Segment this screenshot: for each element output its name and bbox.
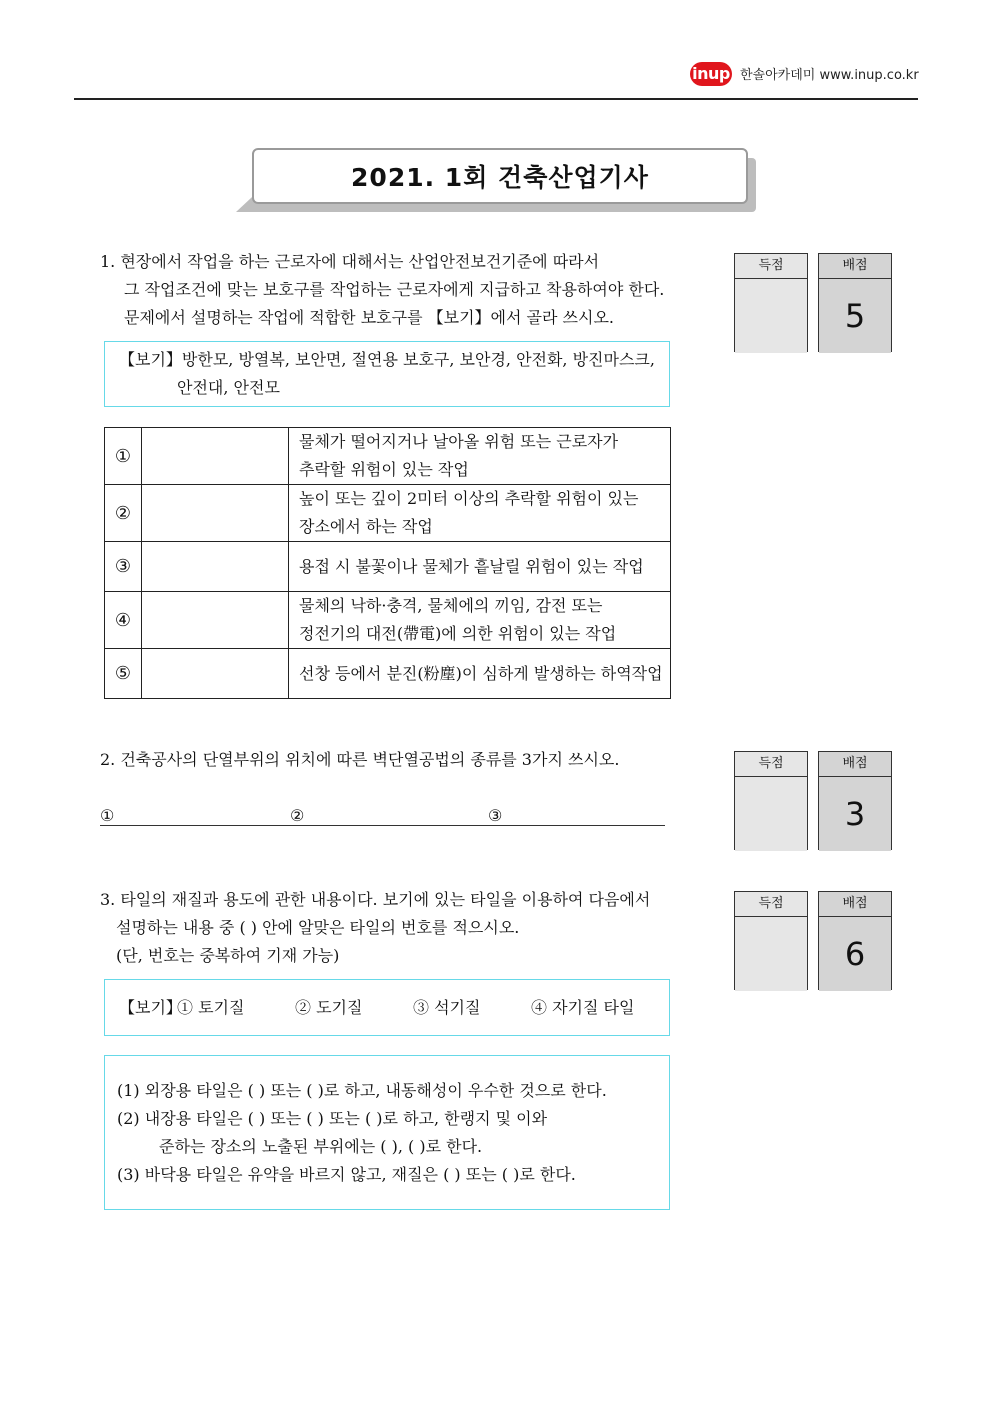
table-row bbox=[105, 428, 671, 485]
q2-earned-box[interactable] bbox=[734, 751, 808, 850]
q2-blank-2[interactable]: ② bbox=[290, 806, 305, 825]
answer-cell[interactable] bbox=[142, 542, 289, 592]
row-number: ③ bbox=[105, 542, 142, 592]
q3-boki-option-4: ④ 자기질 타일 bbox=[531, 998, 635, 1017]
answer-cell[interactable] bbox=[142, 592, 289, 649]
row-description: 물체의 낙하·충격, 물체에의 끼임, 감전 또는 정전기의 대전(帶電)에 의한 위험이 있는 작업 bbox=[289, 592, 671, 649]
table-row bbox=[105, 485, 671, 542]
row-number: ④ bbox=[105, 592, 142, 649]
q3-items-box bbox=[104, 1055, 670, 1210]
header-divider bbox=[74, 98, 918, 100]
q1-line-1: 1. 현장에서 작업을 하는 근로자에 대해서는 산업안전보건기준에 따라서 bbox=[100, 252, 600, 271]
q3-line-2: 설명하는 내용 중 ( ) 안에 알맞은 타일의 번호를 적으시오. bbox=[116, 918, 520, 937]
q1-boki-line-1: 【보기】방한모, 방열복, 보안면, 절연용 보호구, 보안경, 안전화, 방진마스크, bbox=[119, 350, 655, 369]
q2-points-box bbox=[818, 751, 892, 850]
q1-line-3: 문제에서 설명하는 작업에 적합한 보호구를 【보기】에서 골라 쓰시오. bbox=[124, 308, 615, 327]
q3-item-2-continued[interactable]: 준하는 장소의 노출된 부위에는 ( ), ( )로 한다. bbox=[159, 1137, 483, 1156]
row-description: 물체가 떨어지거나 날아올 위험 또는 근로자가 추락할 위험이 있는 작업 bbox=[289, 428, 671, 485]
q1-points-box bbox=[818, 253, 892, 352]
q3-boki-option-1: ① 토기질 bbox=[177, 998, 245, 1017]
table-row bbox=[105, 592, 671, 649]
row-description: 용접 시 불꽃이나 물체가 흩날릴 위험이 있는 작업 bbox=[289, 542, 671, 592]
points-label: 배점 bbox=[819, 892, 891, 917]
answer-cell[interactable] bbox=[142, 428, 289, 485]
earned-value bbox=[735, 917, 807, 991]
q3-boki-option-3: ③ 석기질 bbox=[413, 998, 481, 1017]
q3-boki-label: 【보기】 bbox=[119, 998, 182, 1017]
page-title: 2021. 1회 건축산업기사 bbox=[252, 148, 748, 204]
row-description: 선창 등에서 분진(粉塵)이 심하게 발생하는 하역작업 bbox=[289, 649, 671, 699]
earned-label: 득점 bbox=[735, 254, 807, 279]
points-label: 배점 bbox=[819, 752, 891, 777]
table-row bbox=[105, 649, 671, 699]
q2-blank-1[interactable]: ① bbox=[100, 806, 115, 825]
q3-boki-option-2: ② 도기질 bbox=[295, 998, 363, 1017]
row-number: ① bbox=[105, 428, 142, 485]
q1-answer-table bbox=[104, 427, 671, 699]
q1-earned-box[interactable] bbox=[734, 253, 808, 352]
q3-line-1: 3. 타일의 재질과 용도에 관한 내용이다. 보기에 있는 타일을 이용하여 다음에서 bbox=[100, 890, 651, 909]
q2-blank-3[interactable]: ③ bbox=[488, 806, 503, 825]
points-value: 3 bbox=[819, 777, 891, 851]
table-row bbox=[105, 542, 671, 592]
q2-text: 2. 건축공사의 단열부위의 위치에 따른 벽단열공법의 종류를 3가지 쓰시오. bbox=[100, 750, 620, 769]
points-label: 배점 bbox=[819, 254, 891, 279]
brand-text: 한솔아카데미 www.inup.co.kr bbox=[740, 68, 919, 83]
inup-logo: inup bbox=[690, 62, 732, 86]
q3-points-box bbox=[818, 891, 892, 990]
q3-item-2[interactable]: (2) 내장용 타일은 ( ) 또는 ( ) 또는 ( )로 하고, 한랭지 및 이와 bbox=[117, 1109, 548, 1128]
answer-cell[interactable] bbox=[142, 485, 289, 542]
points-value: 5 bbox=[819, 279, 891, 353]
q1-boki-box bbox=[104, 341, 670, 407]
q3-boki-box bbox=[104, 979, 670, 1036]
earned-value bbox=[735, 279, 807, 353]
row-number: ⑤ bbox=[105, 649, 142, 699]
earned-value bbox=[735, 777, 807, 851]
row-description: 높이 또는 깊이 2미터 이상의 추락할 위험이 있는 장소에서 하는 작업 bbox=[289, 485, 671, 542]
q1-line-2: 그 작업조건에 맞는 보호구를 작업하는 근로자에게 지급하고 착용하여야 한다. bbox=[124, 280, 665, 299]
q3-earned-box[interactable] bbox=[734, 891, 808, 990]
q3-item-1[interactable]: (1) 외장용 타일은 ( ) 또는 ( )로 하고, 내동해성이 우수한 것으로 한다. bbox=[117, 1081, 607, 1100]
q1-boki-line-2: 안전대, 안전모 bbox=[177, 378, 280, 397]
points-value: 6 bbox=[819, 917, 891, 991]
earned-label: 득점 bbox=[735, 892, 807, 917]
row-number: ② bbox=[105, 485, 142, 542]
q3-line-3: (단, 번호는 중복하여 기재 가능) bbox=[116, 946, 340, 965]
earned-label: 득점 bbox=[735, 752, 807, 777]
q2-answer-line bbox=[100, 825, 665, 826]
answer-cell[interactable] bbox=[142, 649, 289, 699]
q3-item-3[interactable]: (3) 바닥용 타일은 유약을 바르지 않고, 재질은 ( ) 또는 ( )로 한다. bbox=[117, 1165, 576, 1184]
